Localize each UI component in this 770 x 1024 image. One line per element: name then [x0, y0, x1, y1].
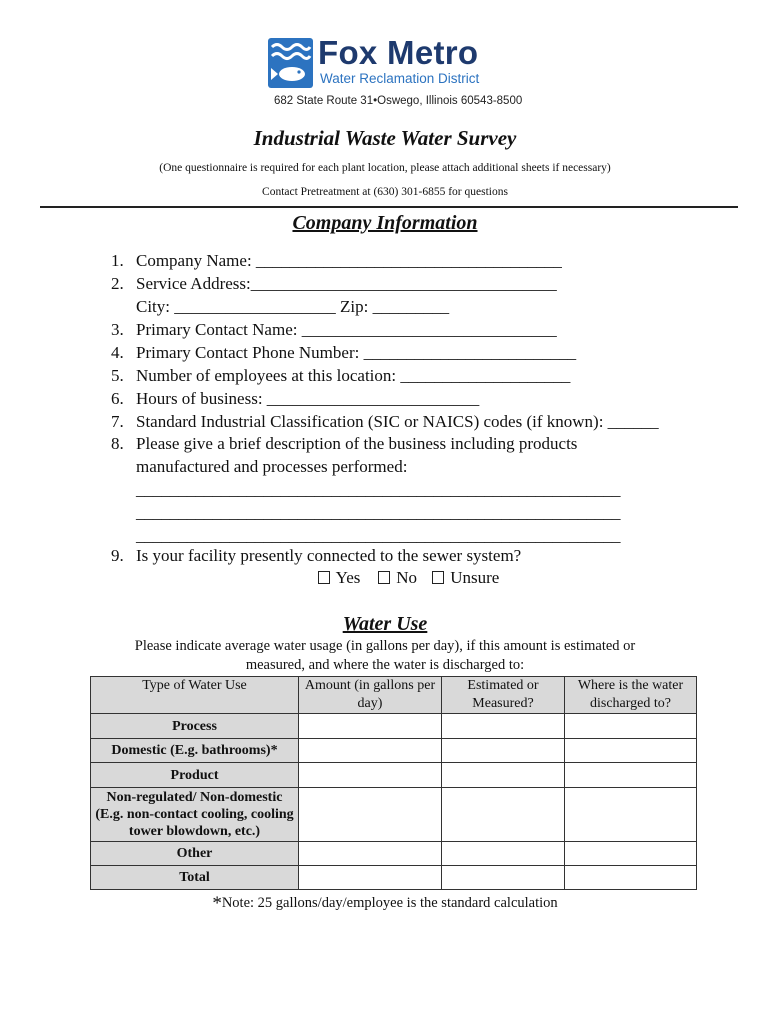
footnote-star: * [212, 893, 222, 914]
divider [40, 206, 738, 208]
amount-cell[interactable] [299, 714, 442, 739]
sewer-option-no[interactable] [378, 568, 417, 588]
table-row [91, 714, 697, 739]
table-row [91, 788, 697, 842]
primary-contact-phone-field[interactable]: Primary Contact Phone Number: _________________________ [136, 343, 577, 362]
item-number: 9. [111, 546, 124, 565]
row-label-total: Total [91, 866, 299, 890]
row-label-process: Process [91, 714, 299, 739]
item-number: 5. [111, 366, 124, 385]
description-line-2[interactable]: _________________________________________________________ [136, 503, 621, 522]
fox-metro-logo [268, 34, 523, 107]
checkbox-icon[interactable] [318, 571, 330, 584]
employee-count-field[interactable]: Number of employees at this location: ____________________ [136, 366, 571, 385]
item-number: 8. [111, 434, 124, 453]
water-use-heading: Water Use [342, 613, 428, 635]
sic-naics-field[interactable]: Standard Industrial Classification (SIC or NAICS) codes (if known): ______ [136, 412, 659, 431]
instruction-note: (One questionnaire is required for each plant location, please attach additional sheets if necessary) [159, 162, 611, 174]
logo-name: Fox Metro [318, 34, 479, 71]
primary-contact-name-field[interactable]: Primary Contact Name: ______________________________ [136, 320, 557, 339]
item-number: 6. [111, 389, 124, 408]
discharge-cell[interactable] [565, 842, 697, 866]
table-header-row [91, 677, 697, 714]
description-prompt-cont: manufactured and processes performed: [136, 457, 408, 476]
discharge-cell[interactable] [565, 788, 697, 842]
column-header-discharge: Where is the water discharged to? [565, 677, 697, 714]
item-number: 4. [111, 343, 124, 362]
row-label-non-regulated: Non-regulated/ Non-domestic (E.g. non-contact cooling, cooling tower blowdown, etc.) [91, 788, 299, 842]
company-name-field[interactable]: Company Name: ____________________________________ [136, 251, 562, 270]
row-label-other: Other [91, 842, 299, 866]
footnote-text: Note: 25 gallons/day/employee is the standard calculation [221, 895, 558, 911]
discharge-cell[interactable] [565, 714, 697, 739]
sewer-question: Is your facility presently connected to the sewer system? [136, 546, 522, 565]
estimated-cell[interactable] [442, 739, 565, 763]
checkbox-icon[interactable] [432, 571, 444, 584]
water-use-intro [0, 637, 770, 675]
table-row [91, 739, 697, 763]
column-header-estimated: Estimated or Measured? [442, 677, 565, 714]
amount-cell[interactable] [299, 842, 442, 866]
city-zip-field[interactable]: City: ___________________ Zip: _________ [136, 297, 450, 316]
amount-cell[interactable] [299, 866, 442, 890]
item-number: 3. [111, 320, 124, 339]
option-label: No [392, 568, 418, 587]
estimated-cell[interactable] [442, 788, 565, 842]
discharge-cell[interactable] [565, 866, 697, 890]
table-row [91, 763, 697, 788]
checkbox-icon[interactable] [378, 571, 390, 584]
option-label: Unsure [446, 568, 500, 587]
page-title: Industrial Waste Water Survey [253, 126, 517, 150]
option-label: Yes [332, 568, 361, 587]
table-row [91, 866, 697, 890]
table-row [91, 842, 697, 866]
footnote [0, 893, 770, 915]
amount-cell[interactable] [299, 788, 442, 842]
contact-note: Contact Pretreatment at (630) 301-6855 for questions [262, 186, 508, 198]
item-number: 7. [111, 412, 124, 431]
item-number: 1. [111, 251, 124, 270]
amount-cell[interactable] [299, 739, 442, 763]
column-header-type: Type of Water Use [91, 677, 299, 714]
item-number: 2. [111, 274, 124, 293]
amount-cell[interactable] [299, 763, 442, 788]
fish-wave-logo-icon [268, 38, 313, 88]
estimated-cell[interactable] [442, 763, 565, 788]
service-address-field[interactable]: Service Address:____________________________________ [136, 274, 557, 293]
row-label-domestic: Domestic (E.g. bathrooms)* [91, 739, 299, 763]
water-intro-text: Please indicate average water usage (in gallons per day), if this amount is estimated or measured, and where the water is discharged to: [134, 638, 636, 673]
estimated-cell[interactable] [442, 866, 565, 890]
estimated-cell[interactable] [442, 714, 565, 739]
description-line-3[interactable]: _________________________________________________________ [136, 526, 621, 545]
description-prompt: Please give a brief description of the business including products [136, 434, 578, 453]
water-use-table [90, 676, 697, 890]
logo-subtitle: Water Reclamation District [320, 71, 480, 86]
discharge-cell[interactable] [565, 763, 697, 788]
sewer-option-unsure[interactable] [432, 568, 499, 588]
estimated-cell[interactable] [442, 842, 565, 866]
district-address: 682 State Route 31•Oswego, Illinois 60543-8500 [274, 95, 523, 107]
company-information-heading: Company Information [292, 212, 478, 234]
description-line-1[interactable]: _________________________________________________________ [136, 480, 621, 499]
hours-of-business-field[interactable]: Hours of business: _________________________ [136, 389, 480, 408]
sewer-option-yes[interactable] [318, 568, 360, 588]
column-header-amount: Amount (in gallons per day) [299, 677, 442, 714]
discharge-cell[interactable] [565, 739, 697, 763]
row-label-product: Product [91, 763, 299, 788]
